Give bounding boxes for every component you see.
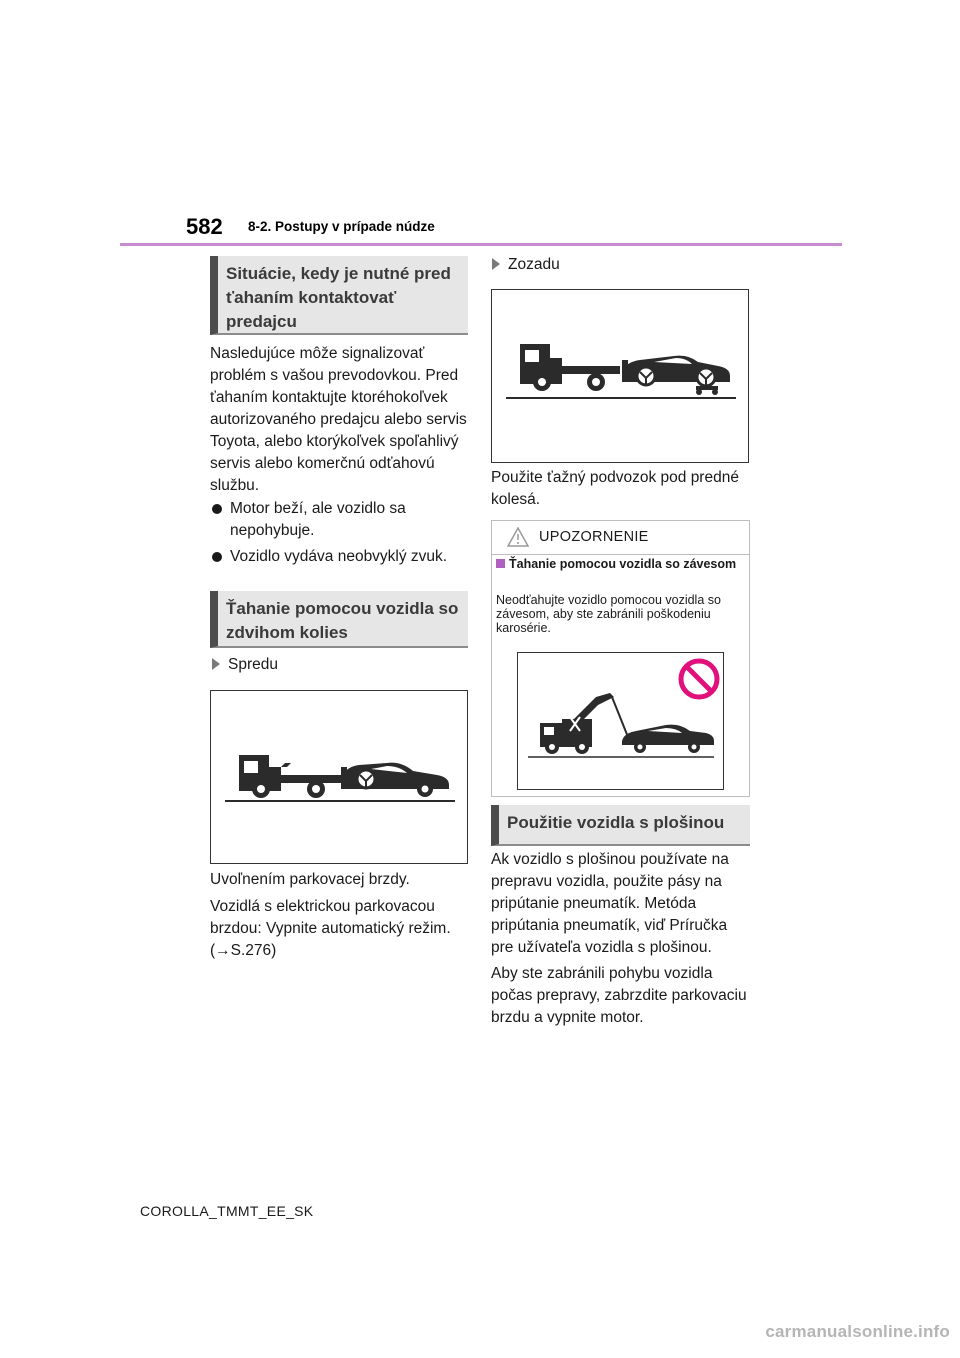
triangle-marker-icon [212,658,220,670]
list-item-text: Motor beží, ale vozidlo sa nepohybuje. [230,500,406,539]
intro-paragraph: Nasledujúce môže signalizovať problém s vašou prevodovkou. Pred ťahaním kontaktujte ktoréhokoľvek autorizovaného predajcu alebo servis Toyota, alebo ktorýkoľvek spoľahlivý servis alebo komerčnú odťahovú službu. [210,345,467,494]
bullet-dot-icon [212,552,222,562]
tow-truck-rear-illustration [492,290,748,462]
front-text-1: Uvoľnením parkovacej brzdy. [210,871,410,888]
figure-front-tow [210,690,468,864]
watermark: carmanualsonline.info [765,1322,950,1341]
caution-header [492,521,749,555]
triangle-marker-icon [492,258,500,270]
heading-dealer-contact-text: Situácie, kedy je nutné pred ťahaním kontaktovať predajcu [226,264,451,331]
bullet-dot-icon [212,504,222,514]
rear-text: Použite ťažný podvozok pod predné kolesá. [491,469,739,508]
list-item [212,546,468,568]
caution-subtitle-text: Ťahanie pomocou vozidla so závesom [509,557,737,571]
subhead-front-text: Spredu [228,656,278,673]
list-item-text: Vozidlo vydáva neobvyklý zvuk. [230,548,448,565]
tow-truck-front-illustration [211,691,467,863]
subhead-rear-text: Zozadu [508,256,560,273]
subhead-front [212,654,278,676]
caution-box [491,520,750,797]
warning-triangle-icon [507,527,529,547]
header-rule [120,243,842,246]
flatbed-paragraph-1: Ak vozidlo s plošinou používate na prepravu vozidla, použite pásy na pripútanie pneumatík. Metóda pripútania pneumatík, viď Príručka pre užívateľa vozidla s plošinou. [491,851,729,956]
front-text-2: Vozidlá s elektrickou parkovacou brzdou: Vypnite automatický režim. (→S.276) [210,898,451,959]
figure-rear-tow [491,289,749,463]
caution-text: Neodťahujte vozidlo pomocou vozidla so závesom, aby ste zabránili poškodeniu karosérie. [496,593,721,635]
heading-flatbed [491,805,750,846]
caution-title: UPOZORNENIE [539,529,649,545]
sling-tow-prohibited-illustration [518,653,723,789]
list-item [212,498,468,542]
subhead-rear [492,254,560,276]
page-number: 582 [186,214,223,239]
heading-wheel-lift-text: Ťahanie pomocou vozidla so zdvihom kolies [226,599,459,642]
heading-flatbed-text: Použitie vozidla s plošinou [507,813,725,832]
heading-wheel-lift [210,591,468,648]
section-title: 8-2. Postupy v prípade núdze [248,219,435,234]
caution-subtitle [496,557,742,571]
heading-dealer-contact [210,256,468,335]
square-marker-icon [496,559,505,568]
figure-sling-tow [517,652,724,790]
flatbed-paragraph-2: Aby ste zabránili pohybu vozidla počas prepravy, zabrzdite parkovaciu brzdu a vypnite motor. [491,965,747,1026]
footer-code: COROLLA_TMMT_EE_SK [140,1203,314,1219]
